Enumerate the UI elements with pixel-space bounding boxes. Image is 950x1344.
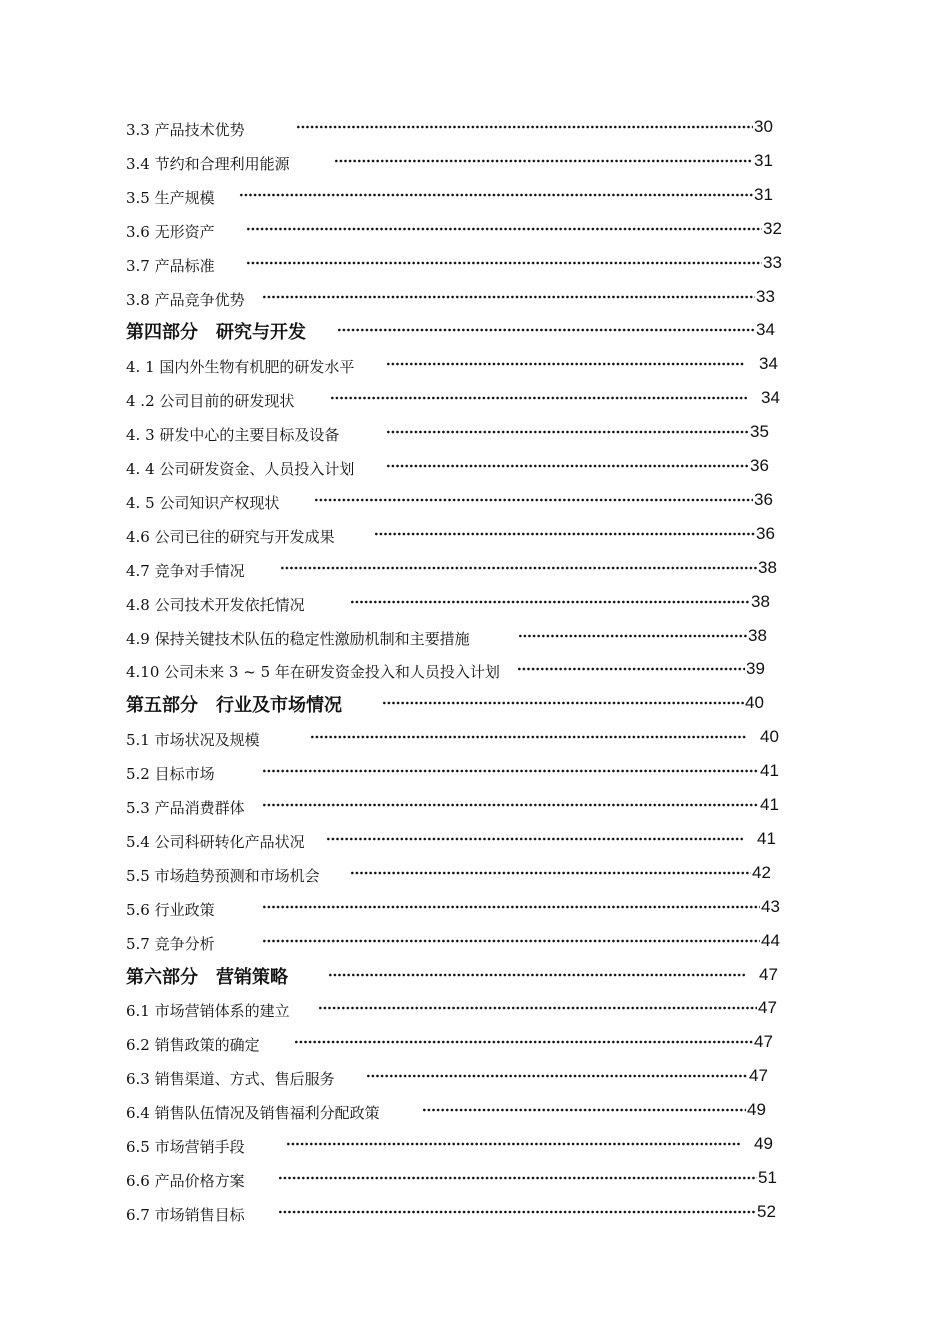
toc-entry[interactable] — [0, 381, 950, 415]
toc-entry[interactable] — [0, 1059, 950, 1093]
toc-page-number: 36 — [750, 456, 769, 475]
toc-entry[interactable] — [0, 144, 950, 178]
toc-page-number: 41 — [760, 795, 779, 814]
toc-page-number: 47 — [754, 1032, 773, 1052]
toc-page-number: 36 — [756, 523, 775, 543]
toc-entry[interactable] — [0, 551, 950, 585]
dot-leader — [262, 788, 759, 822]
toc-page-number: 47 — [758, 998, 777, 1018]
toc-page-number: 35 — [750, 422, 769, 442]
toc-page-number: 34 — [756, 320, 775, 340]
dot-leader — [386, 449, 749, 483]
toc-entry[interactable] — [0, 991, 950, 1025]
toc-entry[interactable] — [0, 517, 950, 551]
dot-leader — [262, 280, 755, 314]
toc-entry[interactable] — [0, 619, 950, 653]
toc-page-number: 51 — [758, 1167, 777, 1187]
toc-entry-title: 5.3 产品消费群体 — [126, 799, 245, 817]
toc-entry[interactable] — [0, 856, 950, 890]
toc-entry-title: 4. 1 国内外生物有机肥的研发水平 — [126, 358, 355, 377]
toc-entry-title: 3.7 产品标准 — [126, 256, 215, 275]
toc-entry-title: 3.4 节约和合理利用能源 — [126, 154, 290, 173]
toc-entry[interactable] — [0, 652, 950, 686]
dot-leader — [334, 144, 753, 178]
dot-leader — [517, 652, 745, 686]
toc-page-number: 31 — [754, 184, 773, 204]
toc-section-heading[interactable] — [0, 313, 950, 347]
dot-leader — [310, 720, 746, 754]
toc-section-heading[interactable] — [0, 958, 950, 992]
toc-page-number: 38 — [748, 625, 767, 645]
toc-entry-title: 6.6 产品价格方案 — [126, 1171, 245, 1190]
toc-entry-title: 4.7 竞争对手情况 — [126, 561, 245, 580]
toc-entry-title: 4.6 公司已往的研究与开发成果 — [126, 527, 335, 546]
dot-leader — [374, 517, 755, 551]
toc-page-number: 38 — [758, 557, 777, 577]
toc-page-number: 31 — [754, 150, 773, 170]
dot-leader — [294, 1025, 753, 1059]
toc-entry-title: 3.8 产品竞争优势 — [126, 290, 245, 309]
toc-entry[interactable] — [0, 483, 950, 517]
dot-leader — [278, 1161, 757, 1195]
toc-entry[interactable] — [0, 1161, 950, 1195]
toc-entry[interactable] — [0, 178, 950, 212]
toc-page-number: 40 — [745, 693, 764, 713]
dot-leader — [382, 686, 744, 720]
dot-leader — [326, 822, 743, 856]
dot-leader — [280, 551, 757, 585]
dot-leader — [239, 178, 753, 212]
dot-leader — [262, 754, 759, 788]
toc-entry-title: 6.1 市场营销体系的建立 — [126, 1002, 290, 1021]
toc-entry-title: 第六部分 营销策略 — [126, 966, 288, 988]
toc-entry-title: 6.4 销售队伍情况及销售福利分配政策 — [126, 1104, 380, 1123]
toc-entry-title: 3.6 无形资产 — [126, 222, 215, 241]
dot-leader — [318, 991, 757, 1025]
toc-entry-title: 5.5 市场趋势预测和市场机会 — [126, 866, 320, 885]
toc-page-number: 38 — [751, 591, 770, 611]
toc-entry-title: 5.4 公司科研转化产品状况 — [126, 832, 305, 851]
toc-entry[interactable] — [0, 449, 950, 483]
toc-page-number: 42 — [752, 862, 771, 882]
toc-page-number: 49 — [747, 1100, 766, 1120]
toc-entry-title: 4. 4 公司研发资金、人员投入计划 — [126, 460, 355, 478]
toc-entry-title: 第四部分 研究与开发 — [126, 322, 306, 344]
dot-leader — [386, 347, 745, 381]
dot-leader — [366, 1059, 748, 1093]
toc-entry-title: 5.7 竞争分析 — [126, 934, 215, 953]
dot-leader — [262, 890, 760, 924]
toc-page-number: 34 — [761, 388, 780, 408]
dot-leader — [314, 483, 753, 517]
toc-page-number: 44 — [761, 930, 780, 950]
toc-entry-title: 3.3 产品技术优势 — [126, 121, 245, 139]
toc-entry-title: 6.7 市场销售目标 — [126, 1205, 245, 1224]
toc-entry[interactable] — [0, 822, 950, 856]
dot-leader — [422, 1093, 746, 1127]
toc-entry[interactable] — [0, 110, 950, 144]
toc-entry[interactable] — [0, 754, 950, 788]
toc-entry-title: 4.9 保持关键技术队伍的稳定性激励机制和主要措施 — [126, 629, 470, 648]
toc-entry[interactable] — [0, 347, 950, 381]
toc-entry[interactable] — [0, 585, 950, 619]
dot-leader — [296, 110, 753, 144]
toc-page-number: 47 — [759, 964, 778, 984]
toc-page-number: 33 — [763, 252, 782, 272]
dot-leader — [246, 212, 762, 246]
toc-entry[interactable] — [0, 890, 950, 924]
dot-leader — [518, 619, 747, 653]
toc-entry-title: 6.3 销售渠道、方式、售后服务 — [126, 1070, 335, 1089]
dot-leader — [278, 1195, 756, 1229]
toc-page-number: 40 — [760, 727, 779, 747]
toc-page-number: 41 — [760, 761, 779, 781]
dot-leader — [386, 415, 749, 449]
toc-entry[interactable] — [0, 280, 950, 314]
toc-page-number: 39 — [746, 659, 765, 679]
toc-entry-title: 5.1 市场状况及规模 — [126, 731, 260, 750]
toc-entry-title: 5.6 行业政策 — [126, 900, 215, 919]
toc-entry[interactable] — [0, 1093, 950, 1127]
toc-page-number: 30 — [754, 117, 773, 136]
toc-entry[interactable] — [0, 246, 950, 280]
toc-entry[interactable] — [0, 1025, 950, 1059]
toc-entry[interactable] — [0, 720, 950, 754]
dot-leader — [350, 856, 751, 890]
dot-leader — [330, 381, 747, 415]
dot-leader — [350, 585, 750, 619]
toc-entry-title: 6.2 销售政策的确定 — [126, 1036, 260, 1055]
toc-entry-title: 第五部分 行业及市场情况 — [126, 695, 342, 717]
toc-entry[interactable] — [0, 415, 950, 449]
toc-page-number: 47 — [749, 1066, 768, 1086]
toc-entry-title: 3.5 生产规模 — [126, 188, 215, 207]
toc-page-number: 32 — [763, 218, 782, 238]
toc-page-number: 52 — [757, 1201, 776, 1221]
toc-page-number: 33 — [756, 286, 775, 306]
dot-leader — [246, 246, 762, 280]
toc-entry-title: 6.5 市场营销手段 — [126, 1138, 245, 1156]
toc-entry-title: 4.10 公司未来 3 ~ 5 年在研发资金投入和人员投入计划 — [126, 663, 500, 682]
dot-leader — [262, 924, 760, 958]
toc-entry[interactable] — [0, 212, 950, 246]
toc-page-number: 41 — [757, 828, 776, 848]
dot-leader — [286, 1127, 740, 1161]
toc-page-number: 36 — [754, 489, 773, 509]
toc-entry-title: 4. 3 研发中心的主要目标及设备 — [126, 426, 340, 445]
toc-page-number: 34 — [759, 354, 778, 374]
toc-entry-title: 5.2 目标市场 — [126, 765, 215, 784]
toc-entry[interactable] — [0, 1195, 950, 1229]
toc-entry[interactable] — [0, 1127, 950, 1161]
toc-section-heading[interactable] — [0, 686, 950, 720]
toc-entry-title: 4. 5 公司知识产权现状 — [126, 493, 280, 512]
toc-entry[interactable] — [0, 788, 950, 822]
toc-entry[interactable] — [0, 924, 950, 958]
toc-entry-title: 4.8 公司技术开发依托情况 — [126, 595, 305, 614]
toc-entry-title: 4 .2 公司目前的研发现状 — [126, 392, 295, 411]
dot-leader — [328, 958, 745, 992]
toc-page-number: 49 — [754, 1134, 773, 1153]
toc-page-number: 43 — [761, 896, 780, 916]
dot-leader — [337, 313, 755, 347]
